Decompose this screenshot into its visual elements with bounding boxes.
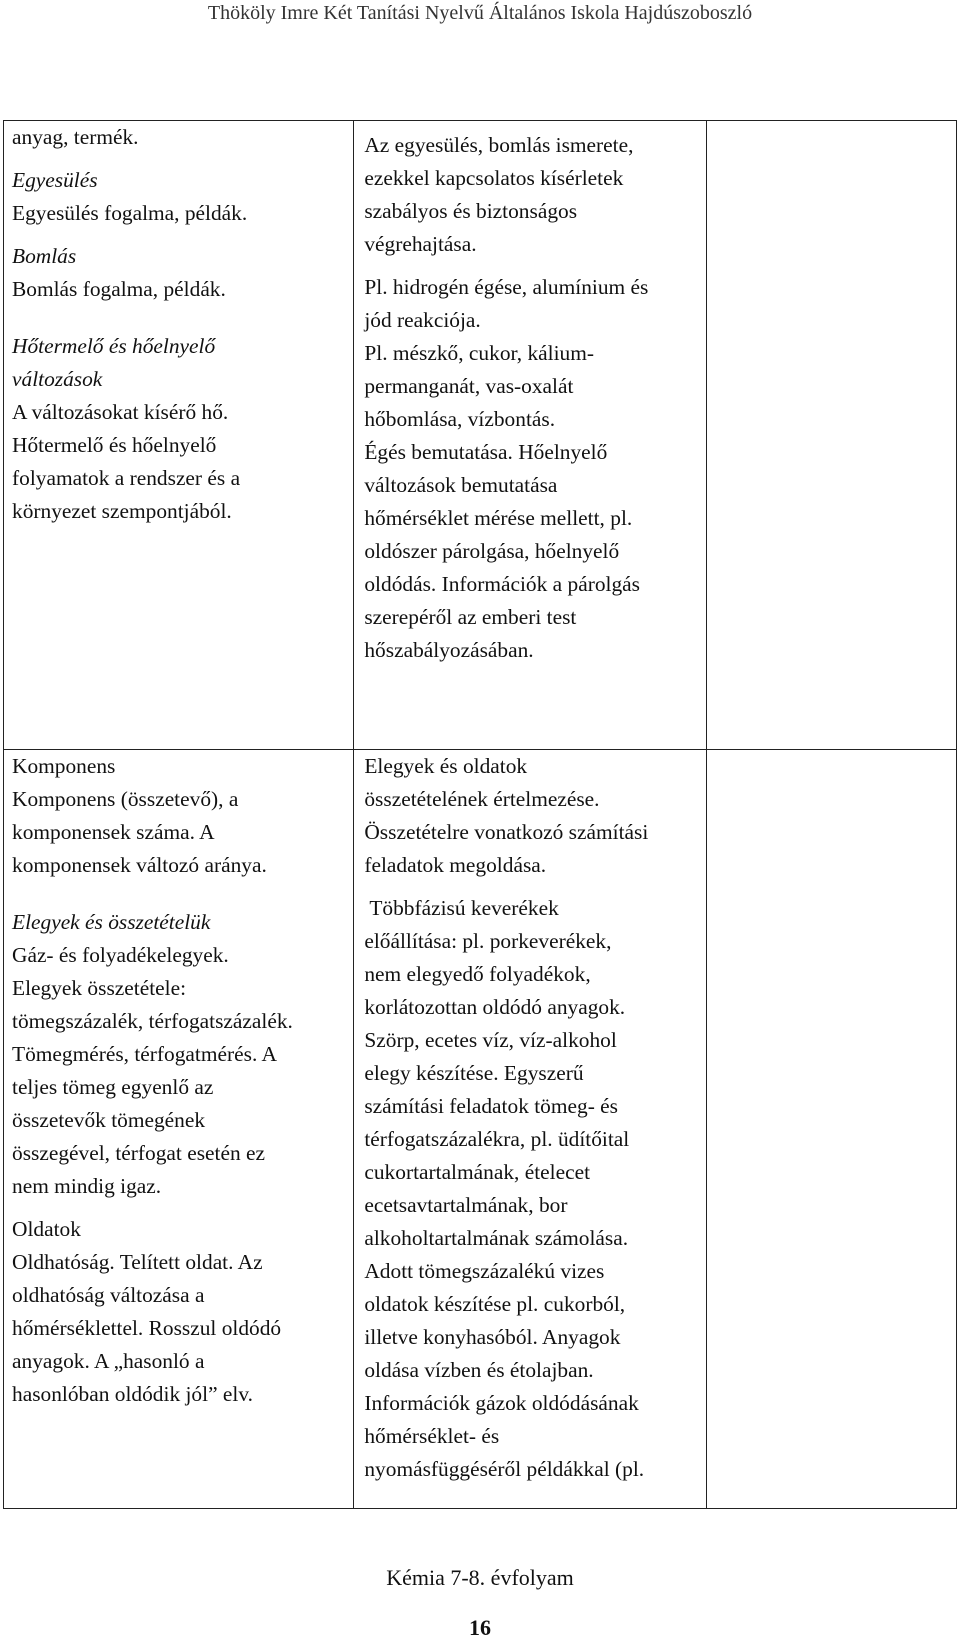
text-line: teljes tömeg egyenlő az bbox=[12, 1075, 214, 1099]
text-line: Szörp, ecetes víz, víz-alkohol bbox=[364, 1028, 617, 1052]
text-line: szabályos és biztonságos bbox=[364, 199, 578, 223]
text-line: nem elegyedő folyadékok, bbox=[364, 962, 591, 986]
table-row bbox=[4, 750, 957, 1509]
activities-cell bbox=[354, 121, 706, 750]
text-line: hasonlóban oldódik jól” elv. bbox=[12, 1382, 253, 1406]
text-line: hőbomlása, vízbontás. bbox=[364, 407, 556, 431]
text-line: Égés bemutatása. Hőelnyelő bbox=[364, 440, 608, 464]
spacer bbox=[364, 882, 705, 892]
text-line: hőmérséklet mérése mellett, pl. bbox=[364, 506, 633, 530]
text-line: oldatok készítése pl. cukorból, bbox=[364, 1292, 626, 1316]
cell-content bbox=[12, 750, 353, 1411]
footer-subject: Kémia 7-8. évfolyam bbox=[386, 1565, 574, 1590]
text-line: környezet szempontjából. bbox=[12, 499, 232, 523]
text-line: térfogatszázalékra, pl. üdítőital bbox=[364, 1127, 630, 1151]
text-line: komponensek száma. A bbox=[12, 820, 215, 844]
text-line: oldhatóság változása a bbox=[12, 1283, 205, 1307]
section-heading: Bomlás bbox=[12, 244, 77, 268]
text-line: összegével, térfogat esetén ez bbox=[12, 1141, 265, 1165]
text-line: Gáz- és folyadékelegyek. bbox=[12, 943, 229, 967]
text-line: Egyesülés fogalma, példák. bbox=[12, 201, 248, 225]
section-heading: Hőtermelő és hőelnyelő bbox=[12, 334, 216, 358]
content-cell bbox=[4, 121, 354, 750]
text-line: feladatok megoldása. bbox=[364, 853, 547, 877]
text-line: oldószer párolgása, hőelnyelő bbox=[364, 539, 620, 563]
text-line: Adott tömegszázalékú vizes bbox=[364, 1259, 605, 1283]
text-line: nyomásfüggéséről példákkal (pl. bbox=[364, 1457, 645, 1481]
text-line: Elegyek és oldatok bbox=[364, 754, 528, 778]
text-line: Pl. hidrogén égése, alumínium és bbox=[364, 275, 649, 299]
text-line: összetételének értelmezése. bbox=[364, 787, 600, 811]
text-line: Tömegmérés, térfogatmérés. A bbox=[12, 1042, 277, 1066]
table-row bbox=[4, 121, 957, 750]
text-line: szerepéről az emberi test bbox=[364, 605, 577, 629]
section-heading: Egyesülés bbox=[12, 168, 98, 192]
text-line: A változásokat kísérő hő. bbox=[12, 400, 229, 424]
text-line: Komponens bbox=[12, 754, 116, 778]
text-line: illetve konyhasóból. Anyagok bbox=[364, 1325, 621, 1349]
section-heading: Elegyek és összetételük bbox=[12, 910, 211, 934]
page-header-title: Thököly Imre Két Tanítási Nyelvű Általános Iskola Hajdúszoboszló bbox=[207, 2, 753, 24]
text-line: permanganát, vas-oxalát bbox=[364, 374, 574, 398]
cell-content bbox=[364, 750, 705, 1486]
spacer bbox=[12, 230, 353, 240]
text-line: Oldatok bbox=[12, 1217, 81, 1241]
spacer bbox=[364, 261, 705, 271]
spacer bbox=[364, 121, 705, 129]
text-line: hőszabályozásában. bbox=[364, 638, 534, 662]
text-line: Bomlás fogalma, példák. bbox=[12, 277, 226, 301]
text-line: oldása vízben és étolajban. bbox=[364, 1358, 594, 1382]
text-line: Hőtermelő és hőelnyelő bbox=[12, 433, 217, 457]
text-line: nem mindig igaz. bbox=[12, 1174, 162, 1198]
text-line: Oldhatóság. Telített oldat. Az bbox=[12, 1250, 263, 1274]
text-line: cukortartalmának, ételecet bbox=[364, 1160, 591, 1184]
text-line: anyagok. A „hasonló a bbox=[12, 1349, 205, 1373]
text-line: hőmérséklet- és bbox=[364, 1424, 500, 1448]
text-line: összetevők tömegének bbox=[12, 1108, 206, 1132]
spacer bbox=[12, 1203, 353, 1213]
text-line: Pl. mészkő, cukor, kálium- bbox=[364, 341, 595, 365]
text-line: oldódás. Információk a párolgás bbox=[364, 572, 640, 596]
text-line: elegy készítése. Egyszerű bbox=[364, 1061, 584, 1085]
curriculum-table bbox=[3, 120, 957, 1509]
section-heading: változások bbox=[12, 367, 103, 391]
notes-cell bbox=[706, 750, 956, 1509]
text-line: Többfázisú keverékek bbox=[364, 896, 559, 920]
text-line: Az egyesülés, bomlás ismerete, bbox=[364, 133, 634, 157]
text-line: változások bemutatása bbox=[364, 473, 558, 497]
cell-content bbox=[364, 121, 705, 667]
text-line: Komponens (összetevő), a bbox=[12, 787, 239, 811]
spacer bbox=[12, 306, 353, 330]
content-cell bbox=[4, 750, 354, 1509]
text-line: ecetsavtartalmának, bor bbox=[364, 1193, 568, 1217]
notes-cell bbox=[706, 121, 956, 750]
text-line: korlátozottan oldódó anyagok. bbox=[364, 995, 626, 1019]
activities-cell bbox=[354, 750, 706, 1509]
text-line: Összetételre vonatkozó számítási bbox=[364, 820, 649, 844]
text-line: komponensek változó aránya. bbox=[12, 853, 267, 877]
spacer bbox=[12, 154, 353, 164]
cell-content bbox=[12, 121, 353, 528]
text-line: ezekkel kapcsolatos kísérletek bbox=[364, 166, 624, 190]
page-number: 16 bbox=[469, 1615, 491, 1640]
text-line: előállítása: pl. porkeverékek, bbox=[364, 929, 612, 953]
text-line: tömegszázalék, térfogatszázalék. bbox=[12, 1009, 293, 1033]
text-line: anyag, termék. bbox=[12, 125, 139, 149]
text-line: jód reakciója. bbox=[364, 308, 481, 332]
text-line: Információk gázok oldódásának bbox=[364, 1391, 639, 1415]
text-line: hőmérséklettel. Rosszul oldódó bbox=[12, 1316, 282, 1340]
text-line: számítási feladatok tömeg- és bbox=[364, 1094, 618, 1118]
text-line: Elegyek összetétele: bbox=[12, 976, 187, 1000]
text-line: végrehajtása. bbox=[364, 232, 477, 256]
text-line: folyamatok a rendszer és a bbox=[12, 466, 241, 490]
spacer bbox=[12, 882, 353, 906]
text-line: alkoholtartalmának számolása. bbox=[364, 1226, 629, 1250]
